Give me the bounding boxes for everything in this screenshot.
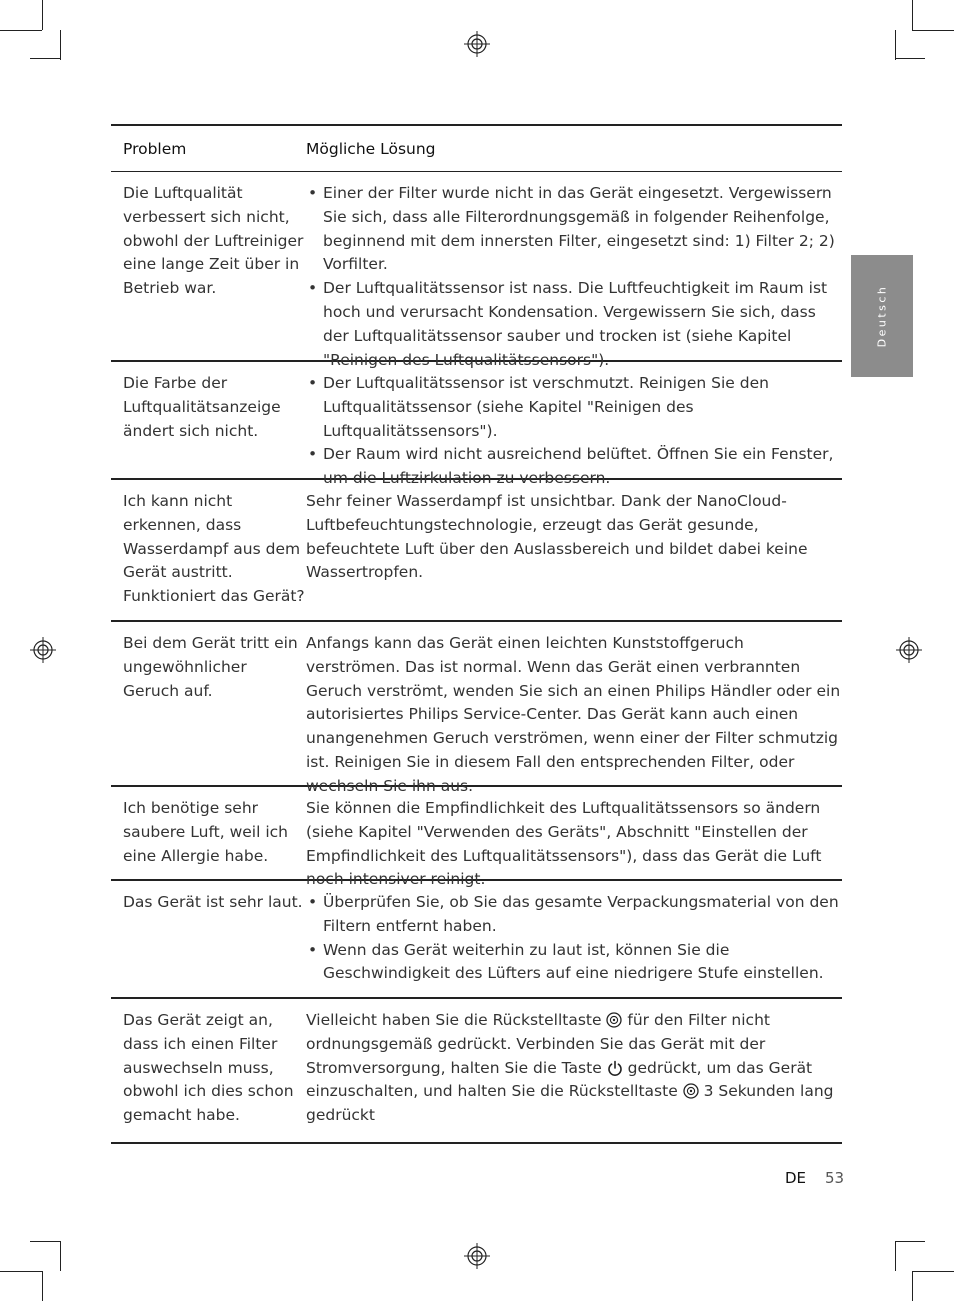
solution-cell	[306, 622, 842, 795]
problem-cell: Ich kann nicht erkennen, dass Wasserdampf aus dem Gerät austritt. Funktioniert das Gerät?	[123, 492, 305, 606]
solution-text-part: gedrückt, um das Gerät einzuschalten, und halten Sie die Rückstelltaste	[306, 1058, 813, 1101]
footer-language: DE	[785, 1169, 807, 1187]
solution-bullet: • Wenn das Gerät weiterhin zu laut ist, können Sie die Geschwindigkeit des Lüfters auf eine niedrigere Stufe einstellen.	[306, 939, 842, 987]
solution-text-part: 3 Sekunden lang gedrückt	[306, 1082, 834, 1125]
solution-bullet: • Der Raum wird nicht ausreichend belüftet. Öffnen Sie ein Fenster, um die Luftzirkulation zu verbessern.	[306, 443, 842, 491]
problem-cell: Ich benötige sehr saubere Luft, weil ich eine Allergie habe.	[123, 799, 288, 865]
crop-mark	[42, 1271, 43, 1301]
solution-text: Anfangs kann das Gerät einen leichten Kunststoffgeruch verströmen. Das ist normal. Wenn das Gerät einen verbrannten Geruch verströmt, wenden Sie sich an einen Philips Händler oder ein autorisiertes Philips Service-Center. Das Gerät kann auch einen unangenehmen Geruch verströmen, wenn einer der Filter schmutzig ist. Reinigen Sie in diesem Fall den entsprechenden Filter, oder wechseln Sie ihn aus.	[306, 634, 841, 795]
registration-mark-icon	[30, 637, 56, 663]
solution-bullet: • Der Luftqualitätssensor ist verschmutzt. Reinigen Sie den Luftqualitätssensor (siehe Kapitel "Reinigen des Luftqualitätssensors").	[306, 372, 842, 443]
crop-mark	[0, 30, 42, 31]
crop-mark	[912, 1271, 954, 1272]
crop-mark	[0, 1271, 42, 1272]
crop-mark	[30, 1241, 60, 1242]
header-problem: Problem	[123, 139, 187, 158]
crop-mark	[895, 1241, 896, 1271]
problem-cell: Das Gerät ist sehr laut.	[123, 893, 303, 911]
filter-reset-icon	[606, 1012, 622, 1028]
solution-cell	[306, 480, 842, 620]
registration-mark-icon	[464, 31, 490, 57]
solution-text-part: Vielleicht haben Sie die Rückstelltaste	[306, 1011, 607, 1029]
solution-text	[306, 1009, 842, 1128]
problem-cell: Die Farbe der Luftqualitätsanzeige ändert sich nicht.	[123, 374, 281, 440]
solution-bullet: • Der Luftqualitätssensor ist nass. Die Luftfeuchtigkeit im Raum ist hoch und verursacht Kondensation. Vergewissern Sie sich, dass der Luftqualitätssensor sauber und trocken ist (siehe Kapitel "Reinigen des Luftqualitätssensors").	[306, 277, 842, 372]
solution-cell	[306, 787, 842, 889]
table-row	[111, 999, 842, 1144]
header-solution: Mögliche Lösung	[306, 139, 436, 158]
crop-mark	[60, 30, 61, 60]
solution-cell	[306, 362, 842, 488]
troubleshooting-table	[111, 124, 842, 1144]
table-row	[111, 622, 842, 795]
solution-cell	[306, 999, 842, 1142]
table-row	[111, 172, 842, 369]
solution-text: Sehr feiner Wasserdampf ist unsichtbar. Dank der NanoCloud-Luftbefeuchtungstechnologie, erzeugt das Gerät gesunde, befeuchtete Luft über den Auslassbereich und bildet dabei keine Wassertropfen.	[306, 492, 808, 582]
table-row	[111, 362, 842, 488]
registration-mark-icon	[896, 637, 922, 663]
crop-mark	[912, 0, 913, 30]
crop-mark	[895, 30, 896, 60]
table-row	[111, 787, 842, 889]
crop-mark	[895, 1241, 925, 1242]
solution-text: Sie können die Empfindlichkeit des Luftqualitätssensors so ändern (siehe Kapitel "Verwenden des Geräts", Abschnitt "Einstellen der Empfindlichkeit des Luftqualitätssensors"), dass das Gerät die Luft noch intensiver reinigt.	[306, 799, 822, 889]
problem-cell: Die Luftqualität verbessert sich nicht, obwohl der Luftreiniger eine lange Zeit über in Betrieb war.	[123, 184, 304, 298]
solution-text-part: für den Filter nicht ordnungsgemäß gedrückt. Verbinden Sie das Gerät mit der Stromversorgung, halten Sie die Taste	[306, 1011, 770, 1077]
solution-cell	[306, 881, 842, 997]
registration-mark-icon	[464, 1243, 490, 1269]
crop-mark	[30, 58, 60, 59]
solution-bullet: • Einer der Filter wurde nicht in das Gerät eingesetzt. Vergewissern Sie sich, dass alle Filterordnungsgemäß in folgender Reihenfolge, beginnend mit dem innersten Filter, eingesetzt sind: 1) Filter 2; 2) Vorfilter.	[306, 182, 842, 277]
filter-reset-icon	[683, 1083, 699, 1099]
crop-mark	[42, 0, 43, 30]
language-tab-label: Deutsch	[875, 284, 889, 348]
crop-mark	[912, 30, 954, 31]
power-icon	[607, 1060, 623, 1076]
crop-mark	[895, 58, 925, 59]
language-side-tab	[851, 255, 913, 377]
table-row	[111, 480, 842, 622]
problem-cell: Das Gerät zeigt an, dass ich einen Filter auswechseln muss, obwohl ich dies schon gemacht habe.	[123, 1011, 294, 1125]
solution-cell	[306, 172, 842, 369]
solution-bullet: • Überprüfen Sie, ob Sie das gesamte Verpackungsmaterial von den Filtern entfernt haben.	[306, 891, 842, 939]
problem-cell: Bei dem Gerät tritt ein ungewöhnlicher Geruch auf.	[123, 634, 298, 700]
table-row	[111, 881, 842, 999]
page-number: 53	[825, 1169, 845, 1187]
table-header	[111, 124, 842, 172]
crop-mark	[912, 1271, 913, 1301]
crop-mark	[60, 1241, 61, 1271]
